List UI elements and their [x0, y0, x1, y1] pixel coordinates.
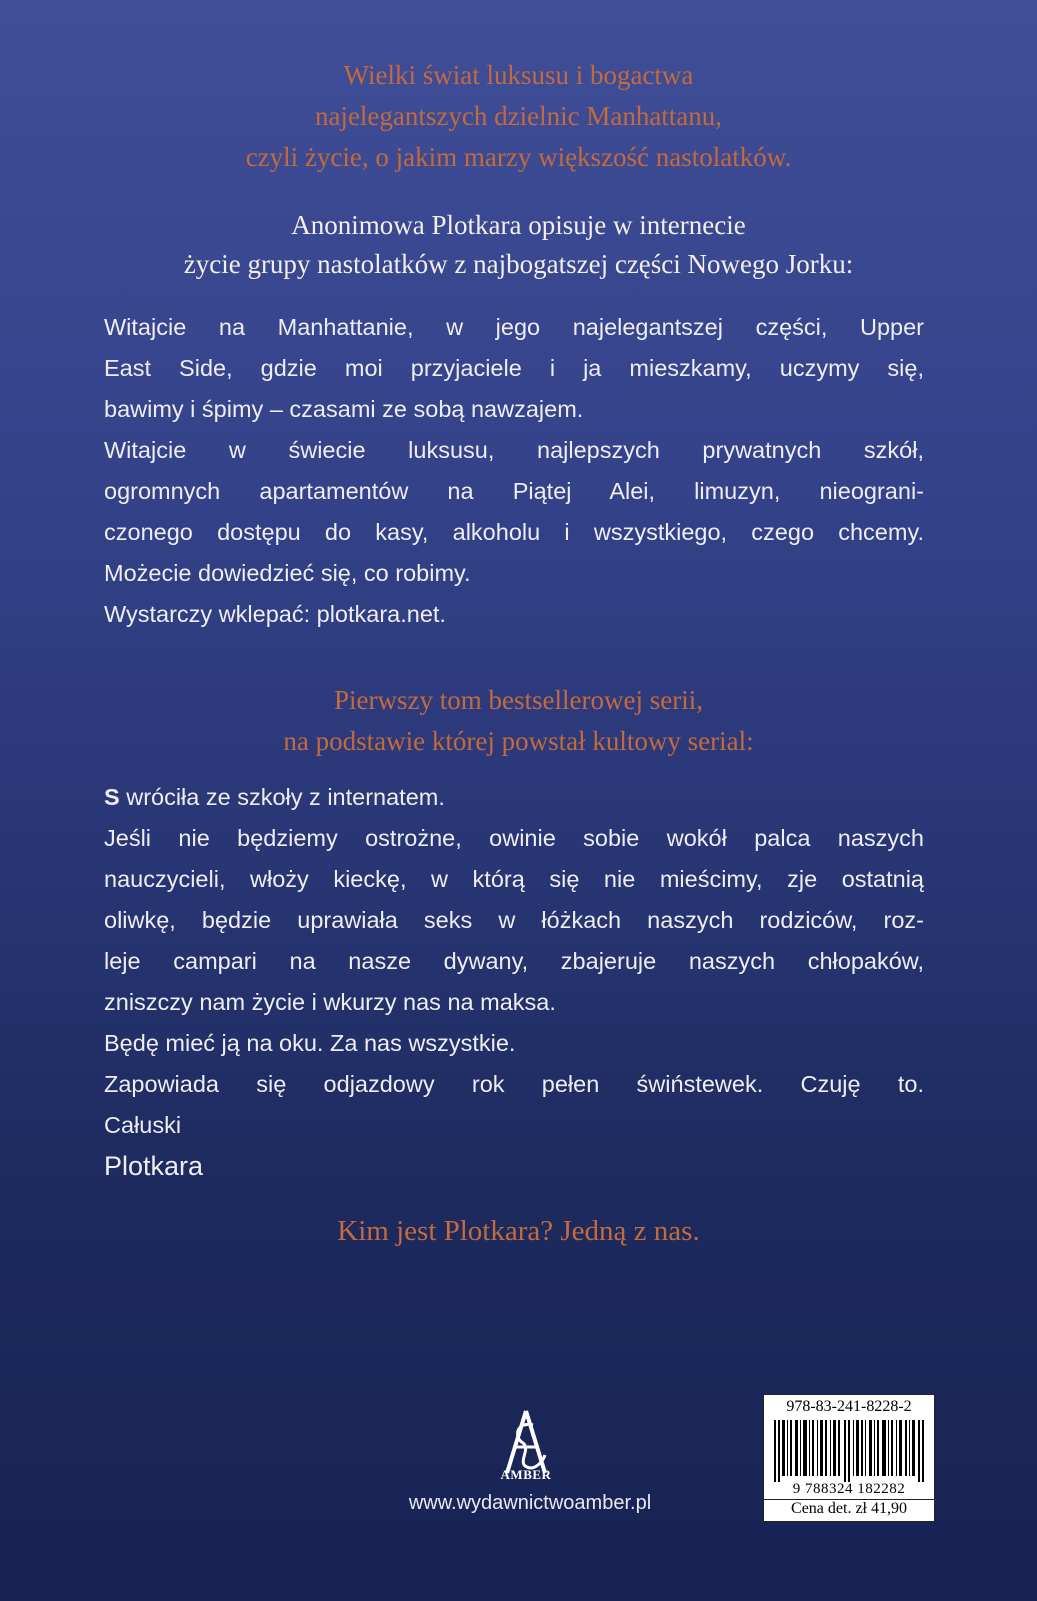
intro: [0, 206, 1037, 284]
story-line: oliwkę, będzie uprawiała seks w łóżkach naszych rodziców, roz-: [104, 907, 924, 933]
story-line: leje campari na nasze dywany, zbajeruje naszych chłopaków,: [104, 948, 924, 974]
blog-excerpt: [104, 307, 924, 635]
story-line: Jeśli nie będziemy ostrożne, owinie sobie wokół palca naszych: [104, 825, 924, 851]
excerpt-line: Witajcie w świecie luksusu, najlepszych prywatnych szkół,: [104, 437, 924, 463]
tagline: Kim jest Plotkara? Jedną z nas.: [337, 1215, 700, 1247]
teaser-middle-line: na podstawie której powstał kultowy serial:: [283, 726, 754, 756]
excerpt-line: bawimy i śpimy – czasami ze sobą nawzajem.: [104, 396, 584, 422]
story-signature: Plotkara: [104, 1151, 204, 1181]
story-excerpt: [104, 777, 924, 1187]
story-line: Zapowiada się odjazdowy rok pełen świństewek. Czuję to.: [104, 1071, 924, 1097]
story-line: Całuski: [104, 1112, 182, 1138]
barcode-bars: [772, 1420, 926, 1482]
story-line: zniszczy nam życie i wkurzy nas na maksa.: [104, 989, 556, 1015]
excerpt-line: East Side, gdzie moi przyjaciele i ja mieszkamy, uczymy się,: [104, 355, 924, 381]
excerpt-line: czonego dostępu do kasy, alkoholu i wszystkiego, czego chcemy.: [104, 519, 924, 545]
story-initial: S: [104, 784, 120, 810]
excerpt-line: ogromnych apartamentów na Piątej Alei, limuzyn, nieograni-: [104, 478, 924, 504]
story-line: nauczycieli, włoży kieckę, w którą się nie mieścimy, zje ostatnią: [104, 866, 924, 892]
publisher-website: www.wydawnictwoamber.pl: [408, 1492, 652, 1514]
story-first-line: [104, 777, 924, 818]
teaser-top-line: najelegantszych dzielnic Manhattanu,: [314, 101, 723, 131]
publisher-name: AMBER: [500, 1467, 552, 1482]
intro-line: Anonimowa Plotkara opisuje w internecie: [291, 210, 746, 240]
intro-line: życie grupy nastolatków z najbogatszej części Nowego Jorku:: [183, 249, 854, 279]
price-label: Cena det. zł 41,90: [764, 1499, 934, 1518]
story-line: Będę mieć ją na oku. Za nas wszystkie.: [104, 1030, 516, 1056]
barcode-digits: 9 788324 182282: [792, 1481, 906, 1497]
excerpt-line: Witajcie na Manhattanie, w jego najelegantszej części, Upper: [104, 314, 924, 340]
teaser-middle: [0, 680, 1037, 762]
barcode-label: [763, 1394, 935, 1522]
teaser-top: [0, 55, 1037, 178]
teaser-top-line: czyli życie, o jakim marzy większość nastolatków.: [245, 142, 792, 172]
teaser-middle-line: Pierwszy tom bestsellerowej serii,: [334, 685, 703, 715]
teaser-top-line: Wielki świat luksusu i bogactwa: [343, 60, 694, 90]
excerpt-line: Wystarczy wklepać: plotkara.net.: [104, 601, 446, 627]
story-first-line-rest: wróciła ze szkoły z internatem.: [119, 784, 445, 810]
excerpt-line: Możecie dowiedzieć się, co robimy.: [104, 560, 471, 586]
isbn-number: 978-83-241-8228-2: [786, 1398, 912, 1415]
